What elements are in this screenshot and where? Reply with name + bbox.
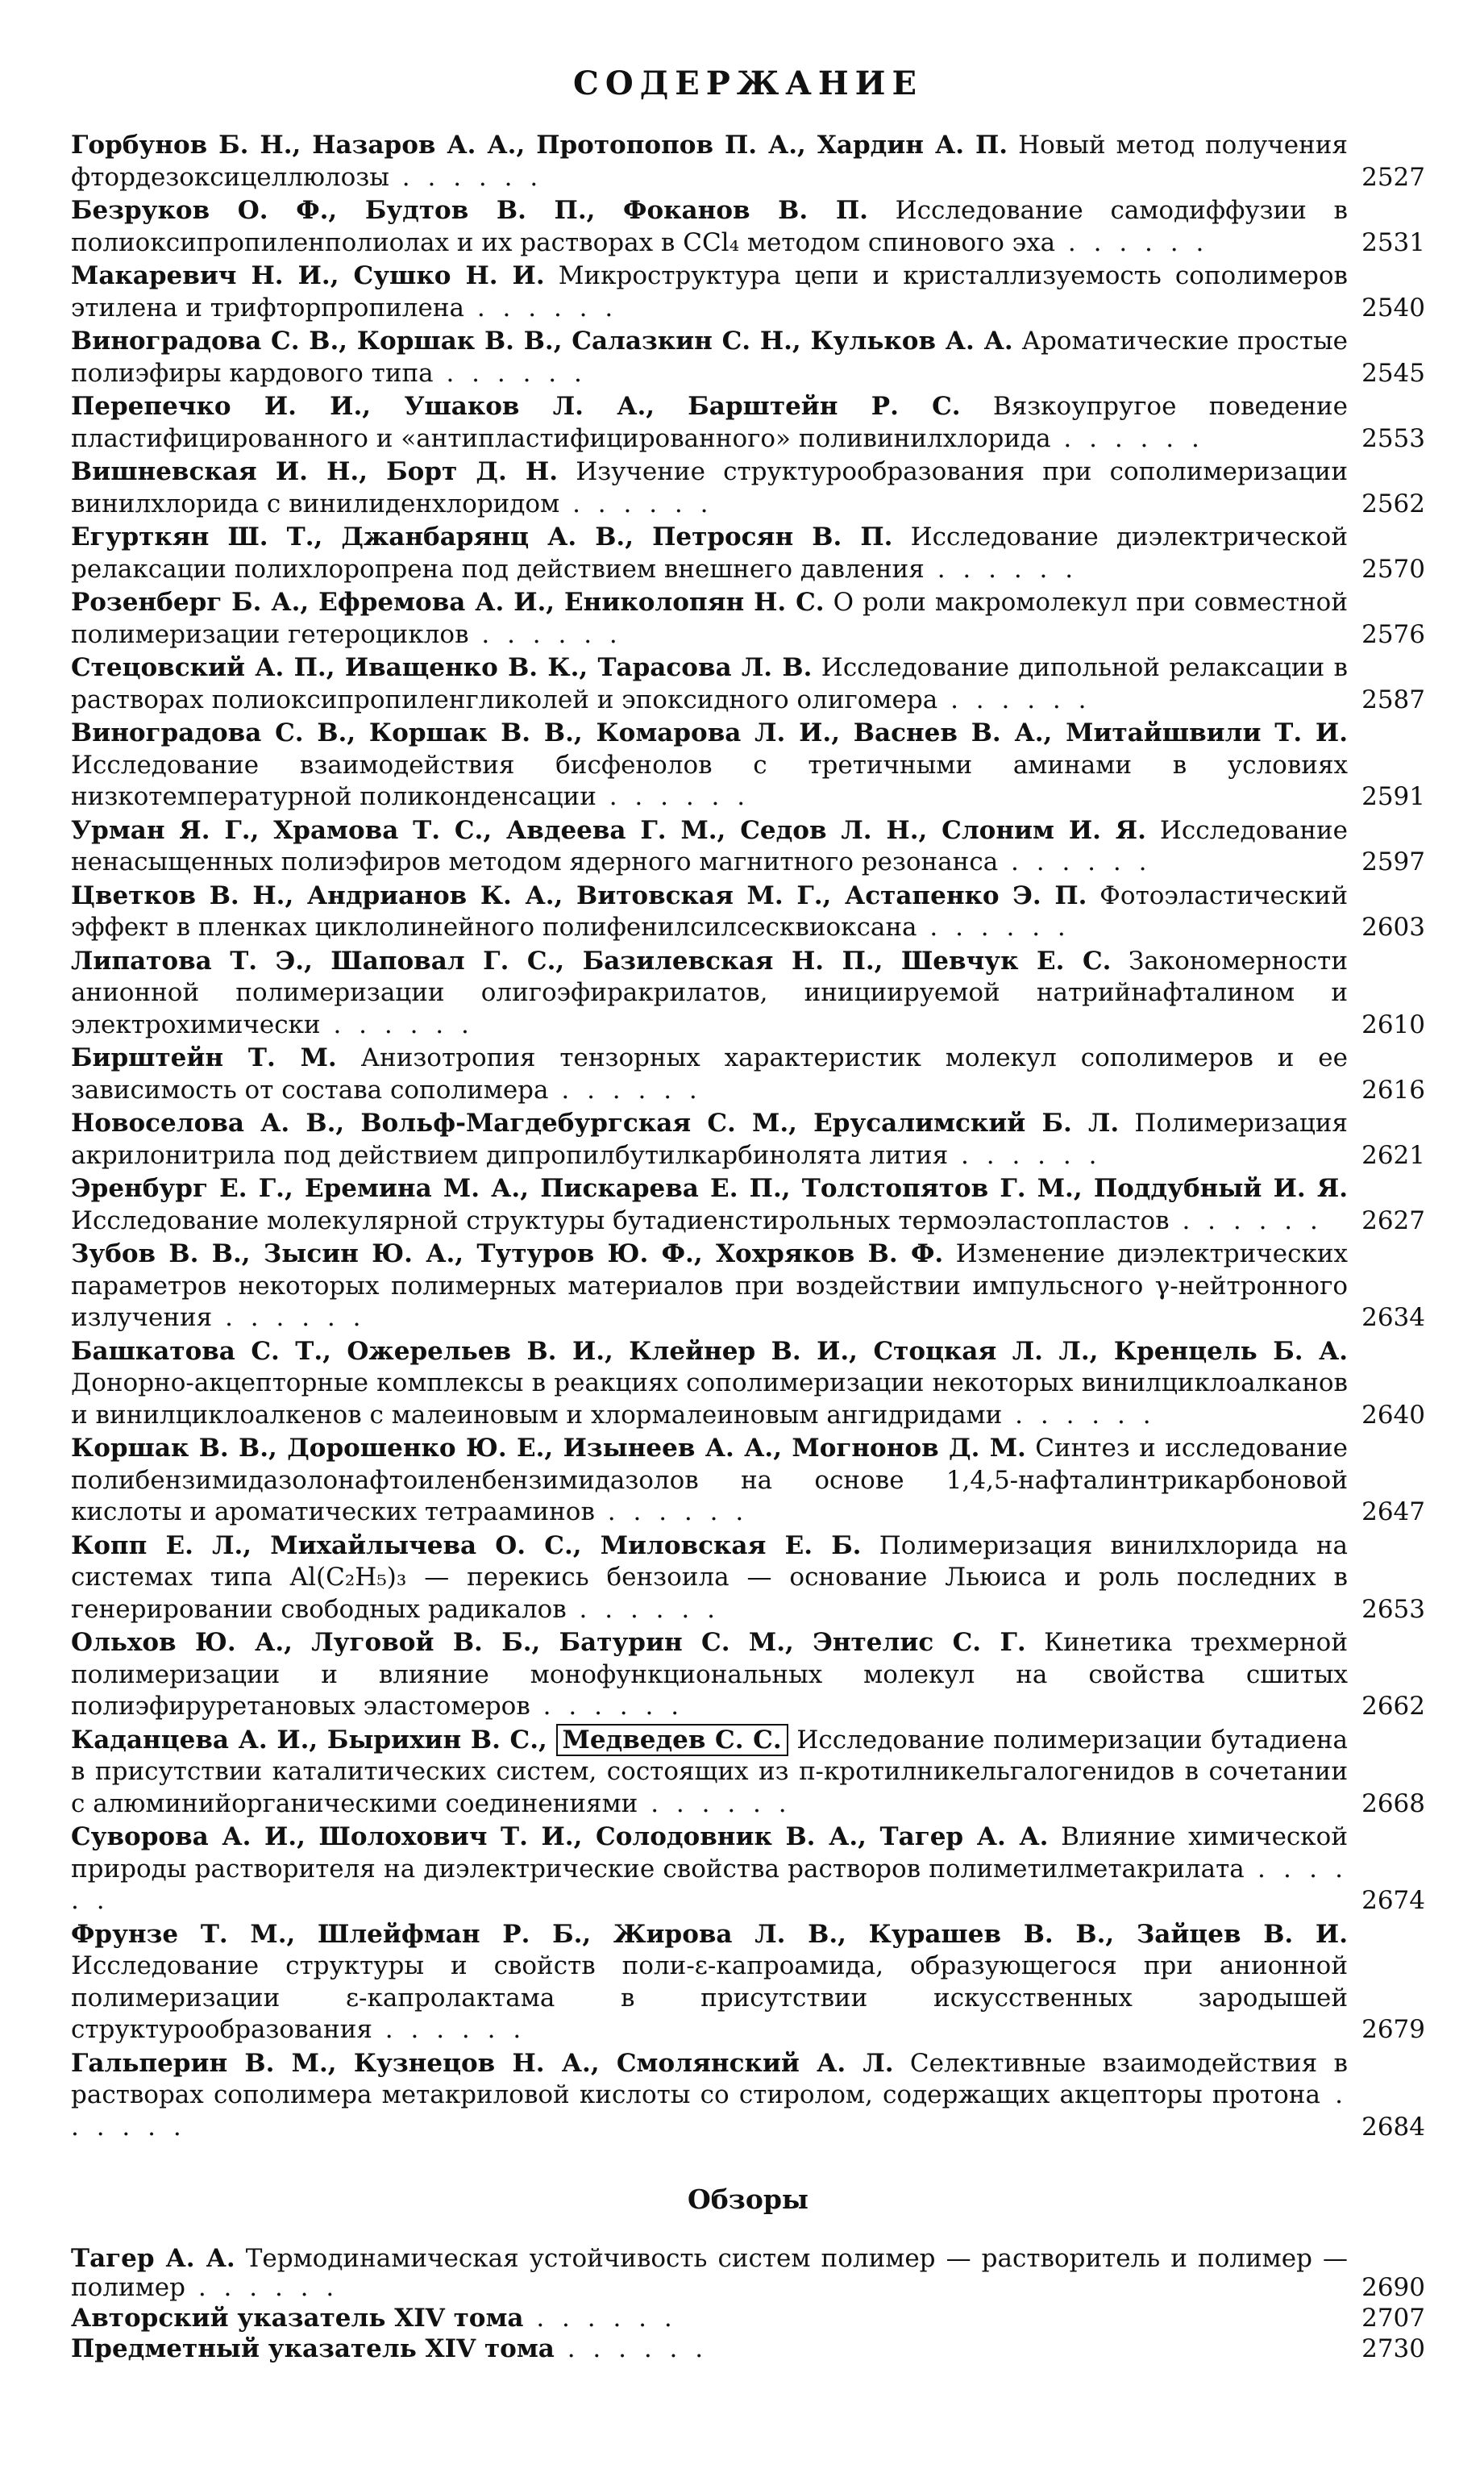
entry-title: Селективные взаимодействия в растворах сополимера метакриловой кислоты со стиролом, содержащих акцепторы протона [71,2048,1348,2109]
entry-authors: Фрунзе Т. М., Шлейфман Р. Б., Жирова Л. В., Курашев В. В., Зайцев В. И. [71,1919,1348,1949]
page-number: 2527 [1361,162,1425,192]
leader-dots: . . . . . . [596,782,750,811]
review-entries [71,2244,1425,2363]
entry-title: Исследование самодиффузии в полиоксипропиленполиолах и их растворах в CCl₄ методом спинового эха [71,196,1348,257]
entry-authors: Авторский указатель XIV тома [71,2304,524,2333]
toc-entry [71,1108,1425,1172]
entry-authors: Цветков В. Н., Андрианов К. А., Витовская М. Г., Астапенко Э. П. [71,880,1087,910]
toc-entry [71,1173,1425,1237]
entry-title: Изучение структурообразования при сополимеризации винилхлорида с винилиденхлоридом [71,457,1348,518]
toc-entry [71,130,1425,194]
leader-dots: . . . . . . [1050,423,1204,453]
toc-entry [71,2048,1425,2144]
leader-dots: . . . . . . [1055,227,1209,257]
page-number: 2621 [1361,1140,1425,1170]
leader-dots: . . . . . . [948,1140,1102,1170]
leader-dots: . . . . . . [937,685,1091,714]
entry-title: Новый метод получения фтордезоксицеллюлозы [71,131,1348,192]
entry-authors: Перепечко И. И., Ушаков Л. А., Барштейн Р. С. [71,392,961,421]
page-number: 2591 [1361,782,1425,811]
entry-authors: Эренбург Е. Г., Еремина М. А., Пискарева Е. П., Толстопятов Г. М., Поддубный И. Я. [71,1174,1348,1203]
page-number: 2662 [1361,1692,1425,1721]
leader-dots: . . . . . . [1002,1400,1156,1430]
table-of-contents [71,48,1425,2365]
page-number: 2653 [1361,1594,1425,1624]
toc-entry [71,1238,1425,1334]
entry-title: Анизотропия тензорных характеристик молекул сополимеров и ее зависимость от состава сополимера [71,1043,1348,1105]
toc-entry [71,1725,1425,1821]
entry-authors: Зубов В. В., Зысин Ю. А., Тутуров Ю. Ф., Хохряков В. Ф. [71,1239,944,1268]
entry-title: Исследование полимеризации бутадиена в присутствии каталитических систем, состоящих из π-кротилникельгалогенидов в сочетании с алюминийорганическими соединениями [71,1725,1348,1818]
entry-authors: Стецовский А. П., Иващенко В. К., Тарасова Л. В. [71,653,813,682]
entry-title: Закономерности анионной полимеризации олигоэфиракрилатов, инициируемой натрийнафталином и электрохимически [71,946,1348,1039]
page-number: 2570 [1361,554,1425,584]
entry-authors: Вишневская И. Н., Борт Д. Н. [71,457,558,486]
toc-entry [71,260,1425,324]
page-number: 2647 [1361,1497,1425,1526]
entry-title: Исследование диэлектрической релаксации полихлоропрена под действием внешнего давления [71,522,1348,584]
entry-title: Влияние химической природы растворителя на диэлектрические свойства растворов полиметилметакрилата [71,1822,1348,1884]
page-title: СОДЕРЖАНИЕ [573,65,923,102]
toc-entry [71,391,1425,455]
entry-title: Вязкоупругое поведение пластифицированного и «антипластифицированного» поливинилхлорида [71,392,1348,453]
leader-dots: . . . . . . [998,847,1152,876]
entry-title: Изменение диэлектрических параметров некоторых полимерных материалов при воздействии импульсного γ-нейтронного излучения [71,1239,1349,1332]
entry-title: Полимеризация винилхлорида на системах типа Al(C₂H₅)₃ — перекись бензоила — основание Льюиса и роль последних в генерировании свободных радикалов [71,1530,1349,1624]
entry-authors: Виноградова С. В., Коршак В. В., Комарова Л. И., Васнев В. А., Митайшвили Т. И. [71,718,1348,747]
toc-entry [71,718,1425,814]
page-number: 2553 [1361,423,1425,453]
entry-authors: Макаревич Н. И., Сушко Н. И. [71,261,545,290]
entry-title: Исследование ненасыщенных полиэфиров методом ядерного магнитного резонанса [71,815,1348,876]
leader-dots: . . . . . . [320,1010,474,1039]
page-number: 2531 [1361,227,1425,257]
entry-title: Исследование молекулярной структуры бутадиенстирольных термоэластопластов [71,1205,1170,1235]
page-number: 2707 [1361,2304,1425,2333]
leader-dots: . . . . . . [594,1497,749,1526]
leader-dots: . . . . . . [554,2334,709,2363]
entry-title: Микроструктура цепи и кристаллизуемость сополимеров этилена и трифторпропилена [71,261,1348,323]
entry-title: О роли макромолекул при совместной полимеризации гетероциклов [71,588,1348,649]
leader-dots: . . . . . . [71,2080,1348,2142]
toc-entry [71,326,1425,389]
entry-authors: Гальперин В. М., Кузнецов Н. А., Смолянский А. Л. [71,2048,894,2078]
entry-title: Кинетика трехмерной полимеризации и влияние монофункциональных молекул на свойства сшитых полиэфируретановых эластомеров [71,1628,1348,1721]
entry-title: Ароматические простые полиэфиры кардового типа [71,327,1348,388]
entry-title: Донорно-акцепторные комплексы в реакциях сополимеризации некоторых винилциклоалканов и винилциклоалкенов с малеиновым и хлормалеиновым ангидридами [71,1368,1348,1430]
toc-entry [71,456,1425,520]
toc-entry [71,1043,1425,1106]
leader-dots: . . . . . . [1169,1205,1323,1235]
page-number: 2576 [1361,619,1425,649]
entry-authors: Егурткян Ш. Т., Джанбарянц А. В., Петросян В. П. [71,522,893,552]
toc-entry [71,1336,1425,1432]
page-number: 2730 [1361,2334,1425,2363]
toc-entry [71,652,1425,716]
entry-title: Исследование взаимодействия бисфенолов с третичными аминами в условиях низкотемпературной поликонденсации [71,750,1348,811]
leader-dots: . . . . . . [548,1075,702,1105]
page-number: 2634 [1361,1303,1425,1332]
entry-title: Исследование структуры и свойств поли-ε-капроамида, образующегося при анионной полимеризации ε-капролактама в присутствии искусственных зародышей структурообразования [71,1951,1348,2044]
entry-authors: Новоселова А. В., Вольф-Магдебургская С. М., Ерусалимский Б. Л. [71,1109,1120,1138]
leader-dots: . . . . . . [566,1594,720,1624]
toc-entry [71,2304,1425,2333]
leader-dots: . . . . . . [468,619,622,649]
entry-title: Термодинамическая устойчивость систем полимер — растворитель и полимер — полимер [71,2244,1349,2302]
page-number: 2540 [1361,293,1425,323]
section-heading: Обзоры [688,2184,809,2215]
leader-dots: . . . . . . [530,1692,684,1721]
page-number: 2597 [1361,847,1425,876]
entry-authors: Коршак В. В., Дорошенко Ю. Е., Изынеев А. А., Могнонов Д. М. [71,1434,1026,1463]
toc-entries [71,130,1425,2143]
page-number: 2679 [1361,2015,1425,2044]
entry-authors: Горбунов Б. Н., Назаров А. А., Протопопов П. А., Хардин А. П. [71,131,1008,160]
toc-entry [71,815,1425,879]
page-number: 2587 [1361,685,1425,714]
entry-authors: Суворова А. И., Шолохович Т. И., Солодовник В. А., Тагер А. А. [71,1822,1049,1851]
entry-authors: Копп Е. Л., Михайлычева О. С., Миловская Е. Б. [71,1530,862,1560]
entry-authors: Тагер А. А. [71,2244,235,2273]
page-number: 2545 [1361,358,1425,388]
toc-entry [71,2334,1425,2363]
toc-entry [71,522,1425,585]
page-number: 2627 [1361,1205,1425,1235]
entry-authors: Предметный указатель XIV тома [71,2334,555,2363]
entry-title: Исследование дипольной релаксации в растворах полиоксипропиленгликолей и эпоксидного олигомера [71,653,1348,714]
entry-title: Фотоэластический эффект в пленках циклолинейного полифенилсилсесквиоксана [71,880,1348,942]
toc-entry [71,1627,1425,1723]
page-number: 2562 [1361,489,1425,518]
page-number: 2640 [1361,1400,1425,1430]
entry-title: Полимеризация акрилонитрила под действием дипропилбутилкарбинолята лития [71,1109,1348,1170]
page-number: 2610 [1361,1010,1425,1039]
page-number: 2668 [1361,1788,1425,1818]
page-number: 2603 [1361,913,1425,942]
toc-entry [71,587,1425,651]
entry-title: Синтез и исследование полибензимидазолонафтоиленбензимидазолов на основе 1,4,5-нафталинтрикарбоновой кислоты и ароматических тетрааминов [71,1434,1349,1526]
entry-authors: Виноградова С. В., Коршак В. В., Салазкин С. Н., Кульков А. А. [71,327,1013,356]
entry-authors: Башкатова С. Т., Ожерельев В. И., Клейнер В. И., Стоцкая Л. Л., Кренцель Б. А. [71,1336,1348,1366]
leader-dots: . . . . . . [917,913,1070,942]
page-number: 2616 [1361,1075,1425,1105]
leader-dots: . . . . . . [389,162,543,192]
toc-entry [71,1530,1425,1626]
toc-entry [71,2244,1425,2302]
toc-entry [71,1919,1425,2046]
leader-dots: . . . . . . [463,293,618,323]
page-number: 2690 [1361,2273,1425,2302]
entry-authors: Липатова Т. Э., Шаповал Г. С., Базилевская Н. П., Шевчук Е. С. [71,946,1112,976]
leader-dots: . . . . . . [212,1303,366,1332]
leader-dots: . . . . . . [924,554,1079,584]
entry-authors: Безруков О. Ф., Будтов В. П., Фоканов В. П. [71,196,868,225]
entry-authors: Каданцева А. И., Бырихин В. С., [71,1725,547,1755]
leader-dots: . . . . . . [71,1854,1348,1915]
toc-entry [71,1821,1425,1917]
leader-dots: . . . . . . [523,2304,677,2333]
page-number: 2684 [1361,2112,1425,2142]
leader-dots: . . . . . . [185,2273,339,2302]
leader-dots: . . . . . . [559,489,713,518]
leader-dots: . . . . . . [638,1788,792,1818]
page-number: 2674 [1361,1886,1425,1915]
leader-dots: . . . . . . [372,2015,526,2044]
toc-entry [71,946,1425,1042]
toc-entry [71,195,1425,259]
toc-entry [71,880,1425,944]
entry-authors: Бирштейн Т. М. [71,1043,337,1072]
toc-entry [71,1433,1425,1529]
entry-authors: Розенберг Б. А., Ефремова А. И., Ениколопян Н. С. [71,588,825,617]
entry-authors: Урман Я. Г., Храмова Т. С., Авдеева Г. М., Седов Л. Н., Слоним И. Я. [71,815,1146,845]
leader-dots: . . . . . . [433,358,587,388]
boxed-author: Медведев С. С. [556,1724,788,1756]
entry-authors: Ольхов Ю. А., Луговой В. Б., Батурин С. М., Энтелис С. Г. [71,1628,1026,1657]
